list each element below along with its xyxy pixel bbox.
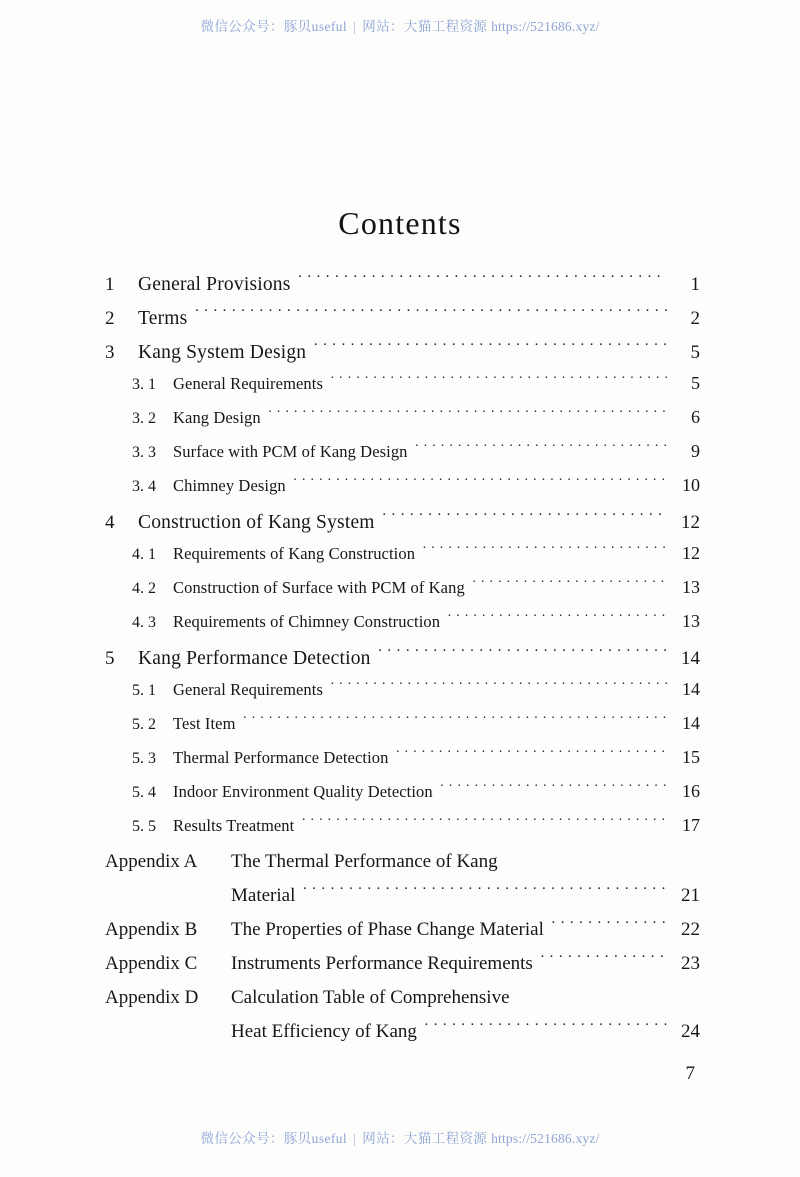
- toc-entry-number: 3: [105, 341, 115, 363]
- toc-appendix-number: Appendix C: [105, 953, 198, 974]
- dot-leader: [415, 440, 667, 457]
- toc-appendix-entry[interactable]: [105, 984, 700, 1018]
- toc-entry-page: 6: [691, 406, 700, 427]
- toc-entry-page: 1: [690, 273, 700, 295]
- toc-entry-title: Chimney Design: [173, 475, 286, 495]
- dot-leader: [330, 678, 667, 695]
- dot-leader: [551, 916, 667, 935]
- toc-entry[interactable]: [105, 610, 700, 644]
- toc-appendix-title-continued: Heat Efficiency of Kang: [231, 1021, 417, 1042]
- toc-entry-title: Test Item: [173, 713, 236, 733]
- dot-leader: [243, 712, 667, 729]
- dot-leader: [378, 644, 667, 664]
- watermark-site-label: 网站：: [362, 1131, 404, 1146]
- toc-entry-number: 5. 1: [132, 681, 156, 699]
- toc-entry-page: 15: [682, 746, 700, 767]
- toc-entry[interactable]: [105, 372, 700, 406]
- toc-entry-number: 3. 3: [132, 443, 156, 461]
- dot-leader: [313, 338, 667, 358]
- toc-entry-page: 10: [682, 474, 700, 495]
- watermark-url: https://521686.xyz/: [491, 1131, 600, 1146]
- toc-entry[interactable]: [105, 746, 700, 780]
- toc-entry-title: Kang Design: [173, 407, 261, 427]
- toc-entry-number: 3. 1: [132, 375, 156, 393]
- watermark-wechat-label: 微信公众号：: [200, 1131, 284, 1146]
- watermark-site-value: 大猫工程资源: [403, 1131, 488, 1146]
- toc-appendix-title: Calculation Table of Comprehensive: [231, 987, 510, 1008]
- watermark-header: [0, 15, 800, 35]
- toc-entry[interactable]: [105, 406, 700, 440]
- toc-entry-number: 3. 2: [132, 409, 156, 427]
- toc-entry[interactable]: [105, 440, 700, 474]
- watermark-wechat-value: 豚贝useful: [283, 1131, 348, 1146]
- dot-leader: [301, 814, 667, 831]
- dot-leader: [472, 576, 667, 593]
- dot-leader: [517, 984, 668, 1003]
- toc-appendix-title: The Thermal Performance of Kang: [231, 851, 498, 872]
- toc-appendix-number: Appendix B: [105, 919, 198, 940]
- watermark-separator: |: [353, 19, 357, 34]
- toc-entry[interactable]: [105, 576, 700, 610]
- toc-appendix-page: 23: [681, 953, 700, 974]
- toc-appendix-page: 22: [681, 919, 700, 940]
- toc-entry-number: 5. 5: [132, 817, 156, 835]
- toc-appendix-title-continued: Material: [231, 885, 296, 906]
- toc-entry-title: Construction of Surface with PCM of Kang: [173, 577, 465, 597]
- toc-entry-page: 12: [681, 511, 700, 533]
- toc-entry-title: Surface with PCM of Kang Design: [173, 441, 408, 461]
- toc-entry-number: 4. 2: [132, 579, 156, 597]
- toc-entry[interactable]: [105, 644, 700, 678]
- toc-entry-page: 14: [682, 712, 700, 733]
- dot-leader: [382, 508, 667, 528]
- toc-entry-number: 2: [105, 307, 115, 329]
- watermark-url: https://521686.xyz/: [491, 19, 600, 34]
- dot-leader: [447, 610, 667, 627]
- toc-appendix-entry-continuation[interactable]: [105, 1018, 700, 1052]
- toc-entry-page: 14: [681, 647, 700, 669]
- toc-entry-page: 9: [691, 440, 700, 461]
- toc-entry-page: 5: [691, 372, 700, 393]
- toc-entry-number: 5. 4: [132, 783, 156, 801]
- toc-entry-title: Kang Performance Detection: [138, 647, 371, 669]
- dot-leader: [194, 304, 667, 324]
- table-of-contents: [105, 270, 700, 1052]
- toc-entry[interactable]: [105, 712, 700, 746]
- page-title: Contents: [338, 205, 462, 242]
- toc-entry-number: 5. 3: [132, 749, 156, 767]
- dot-leader: [540, 950, 667, 969]
- dot-leader: [268, 406, 667, 423]
- watermark-wechat-label: 微信公众号：: [200, 19, 284, 34]
- toc-entry-number: 4: [105, 511, 115, 533]
- toc-entry-title: General Requirements: [173, 373, 323, 393]
- toc-entry-number: 1: [105, 273, 115, 295]
- dot-leader: [424, 1018, 667, 1037]
- toc-entry-title: Terms: [138, 307, 188, 329]
- dot-leader: [302, 882, 667, 901]
- toc-entry-page: 16: [682, 780, 700, 801]
- dot-leader: [395, 746, 667, 763]
- toc-appendix-page: 21: [681, 885, 700, 906]
- toc-entry-title: General Provisions: [138, 273, 291, 295]
- toc-appendix-page: 24: [681, 1021, 700, 1042]
- toc-entry-title: Construction of Kang System: [138, 511, 375, 533]
- toc-entry-title: Kang System Design: [138, 341, 307, 363]
- toc-entry-number: 4. 1: [132, 545, 156, 563]
- toc-entry-title: General Requirements: [173, 679, 323, 699]
- toc-entry-page: 17: [682, 814, 700, 835]
- dot-leader: [293, 474, 667, 491]
- toc-entry-page: 13: [682, 610, 700, 631]
- toc-entry[interactable]: [105, 338, 700, 372]
- page-number-folio: 7: [685, 1063, 695, 1084]
- toc-entry-number: 5: [105, 647, 115, 669]
- toc-entry-number: 4. 3: [132, 613, 156, 631]
- toc-entry[interactable]: [105, 304, 700, 338]
- toc-entry[interactable]: [105, 542, 700, 576]
- toc-entry-title: Requirements of Kang Construction: [173, 543, 416, 563]
- toc-appendix-entry[interactable]: [105, 916, 700, 950]
- toc-entry[interactable]: [105, 814, 700, 848]
- dot-leader: [330, 372, 667, 389]
- toc-appendix-title: The Properties of Phase Change Material: [231, 919, 544, 940]
- toc-entry-title: Thermal Performance Detection: [173, 747, 389, 767]
- toc-appendix-entry[interactable]: [105, 848, 700, 882]
- dot-leader: [298, 270, 667, 290]
- toc-entry[interactable]: [105, 678, 700, 712]
- toc-entry-title: Results Treatment: [173, 815, 295, 835]
- toc-entry-page: 12: [682, 542, 700, 563]
- dot-leader: [505, 848, 667, 867]
- dot-leader: [440, 780, 667, 797]
- watermark-footer: [0, 1127, 800, 1147]
- toc-entry-number: 3. 4: [132, 477, 156, 495]
- toc-entry-title: Requirements of Chimney Construction: [173, 611, 441, 631]
- watermark-separator: |: [353, 1131, 357, 1146]
- toc-appendix-entry[interactable]: [105, 950, 700, 984]
- watermark-site-label: 网站：: [362, 19, 404, 34]
- watermark-site-value: 大猫工程资源: [403, 19, 488, 34]
- toc-entry[interactable]: [105, 270, 700, 304]
- toc-entry[interactable]: [105, 508, 700, 542]
- toc-entry-page: 13: [682, 576, 700, 597]
- toc-entry-number: 5. 2: [132, 715, 156, 733]
- toc-appendix-number: Appendix D: [105, 987, 199, 1008]
- toc-entry[interactable]: [105, 780, 700, 814]
- toc-appendix-title: Instruments Performance Requirements: [231, 953, 533, 974]
- toc-entry-page: 5: [690, 341, 700, 363]
- toc-entry-title: Indoor Environment Quality Detection: [173, 781, 433, 801]
- toc-entry[interactable]: [105, 474, 700, 508]
- toc-appendix-number: Appendix A: [105, 851, 198, 872]
- toc-entry-page: 2: [690, 307, 700, 329]
- watermark-wechat-value: 豚贝useful: [283, 19, 348, 34]
- dot-leader: [422, 542, 667, 559]
- toc-appendix-entry-continuation[interactable]: [105, 882, 700, 916]
- toc-entry-page: 14: [682, 678, 700, 699]
